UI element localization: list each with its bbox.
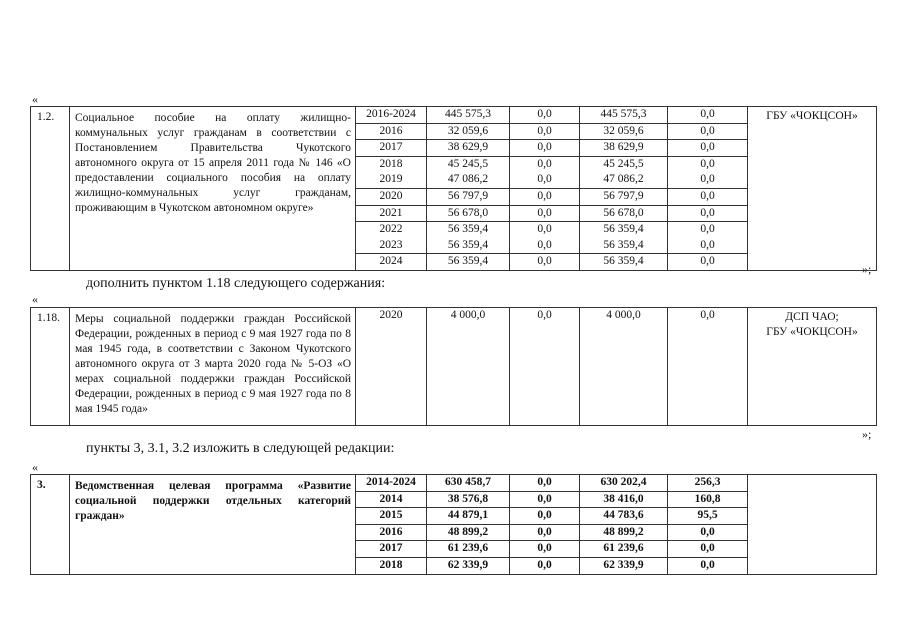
table-item-1-2 <box>30 106 877 271</box>
total-column <box>427 308 510 426</box>
value-cell: 445 575,3 <box>427 107 509 124</box>
local-column <box>668 475 748 575</box>
value-cell: 61 239,6 <box>427 541 509 558</box>
value-cell: 48 899,2 <box>580 525 667 542</box>
value-cell: 48 899,2 <box>427 525 509 542</box>
value-cell: 0,0 <box>668 206 747 223</box>
value-cell: 62 339,9 <box>447 558 489 571</box>
years-column <box>356 475 427 575</box>
value-cell: 32 059,6 <box>427 124 509 141</box>
year-cell: 2016 <box>356 124 426 141</box>
year-cell: 2014-2024 <box>356 475 426 492</box>
item-number: 1.2. <box>31 107 70 271</box>
local-column <box>668 107 748 271</box>
value-cell: 630 202,4 <box>580 475 667 492</box>
open-quote-2: « <box>32 292 38 306</box>
value-cell: 4 000,0 <box>450 309 486 321</box>
value-cell: 44 783,6 <box>580 508 667 525</box>
value-cell: 0,0 <box>668 541 747 558</box>
value-cell: 56 678,0 <box>427 206 509 223</box>
year-cell: 2020 <box>356 189 426 206</box>
total-column <box>427 107 510 271</box>
open-quote-3: « <box>32 460 38 474</box>
value-cell: 38 416,0 <box>580 492 667 509</box>
years-column <box>356 308 427 426</box>
value-cell: 38 629,9 <box>580 140 667 157</box>
years-column <box>356 107 427 271</box>
value-cell: 0,0 <box>537 558 552 571</box>
value-cell: 0,0 <box>510 475 579 492</box>
value-cell: 0,0 <box>510 172 579 189</box>
total-column <box>427 475 510 575</box>
value-cell: 0,0 <box>537 223 552 236</box>
close-quote-1: »; <box>862 262 872 276</box>
table-item-1-18 <box>30 307 877 426</box>
value-cell: 0,0 <box>700 223 715 236</box>
value-cell: 56 359,4 <box>447 255 489 268</box>
year-cell: 2019 <box>356 172 426 189</box>
executor: ГБУ «ЧОКЦСОН» <box>748 107 877 271</box>
value-cell: 0,0 <box>668 107 747 124</box>
value-cell: 32 059,6 <box>580 124 667 141</box>
executor-line: ДСП ЧАО; <box>785 311 839 323</box>
close-quote-2: »; <box>862 427 872 441</box>
value-cell: 56 359,4 <box>427 238 509 255</box>
value-cell: 0,0 <box>668 124 747 141</box>
year-cell: 2016 <box>356 525 426 542</box>
value-cell: 0,0 <box>537 157 552 170</box>
year-cell: 2017 <box>356 140 426 157</box>
value-cell: 0,0 <box>668 525 747 542</box>
value-cell: 47 086,2 <box>580 172 667 189</box>
value-cell: 56 359,4 <box>580 238 667 255</box>
year-cell: 2020 <box>379 309 403 321</box>
value-cell: 0,0 <box>510 140 579 157</box>
value-cell: 0,0 <box>700 157 715 170</box>
regional-column <box>580 475 668 575</box>
value-cell: 0,0 <box>510 238 579 255</box>
value-cell: 0,0 <box>537 255 552 268</box>
value-cell: 38 576,8 <box>427 492 509 509</box>
year-cell: 2022 <box>379 223 403 236</box>
year-cell: 2017 <box>356 541 426 558</box>
value-cell: 0,0 <box>510 124 579 141</box>
value-cell: 0,0 <box>700 558 715 571</box>
value-cell: 56 359,4 <box>603 223 644 236</box>
regional-column <box>580 308 668 426</box>
value-cell: 38 629,9 <box>427 140 509 157</box>
value-cell: 256,3 <box>668 475 747 492</box>
item-name: Социальное пособие на оплату жилищно-коммунальных услуг гражданам в соответствии с Постановлением Правительства Чукотского автономного округа от 15 апреля 2011 года № 146 «О предоставлении социального пособия на оплату жилищно-коммунальных услуг гражданам, проживающим в Чукотском автономном округе» <box>70 107 356 271</box>
value-cell: 44 879,1 <box>427 508 509 525</box>
value-cell: 0,0 <box>510 189 579 206</box>
open-quote-1: « <box>32 92 38 106</box>
value-cell: 61 239,6 <box>580 541 667 558</box>
value-cell: 0,0 <box>668 140 747 157</box>
value-cell: 0,0 <box>510 206 579 223</box>
value-cell: 62 339,9 <box>603 558 644 571</box>
value-cell: 56 678,0 <box>580 206 667 223</box>
value-cell: 0,0 <box>510 492 579 509</box>
executor-line: ГБУ «ЧОКЦСОН» <box>766 326 858 338</box>
item-number: 1.18. <box>31 308 70 426</box>
paragraph-add-item: дополнить пунктом 1.18 следующего содержания: <box>86 276 386 291</box>
value-cell: 630 458,7 <box>427 475 509 492</box>
value-cell: 0,0 <box>668 189 747 206</box>
paragraph-edit-items: пункты 3, 3.1, 3.2 изложить в следующей редакции: <box>86 441 395 456</box>
table-item-3 <box>30 474 877 575</box>
value-cell: 0,0 <box>510 541 579 558</box>
year-cell: 2015 <box>356 508 426 525</box>
local-column <box>668 308 748 426</box>
year-cell: 2024 <box>379 255 403 268</box>
value-cell: 45 245,5 <box>447 157 489 170</box>
value-cell: 160,8 <box>668 492 747 509</box>
value-cell: 0,0 <box>510 107 579 124</box>
year-cell: 2016-2024 <box>356 107 426 124</box>
value-cell: 0,0 <box>668 238 747 255</box>
federal-column <box>510 308 580 426</box>
value-cell: 0,0 <box>510 508 579 525</box>
value-cell: 0,0 <box>700 309 715 321</box>
value-cell: 56 359,4 <box>447 223 489 236</box>
value-cell: 56 359,4 <box>603 255 644 268</box>
federal-column <box>510 475 580 575</box>
value-cell: 0,0 <box>510 525 579 542</box>
value-cell: 47 086,2 <box>427 172 509 189</box>
value-cell: 56 797,9 <box>580 189 667 206</box>
executor <box>748 475 877 575</box>
value-cell: 45 245,5 <box>603 157 644 170</box>
value-cell: 4 000,0 <box>606 309 641 321</box>
value-cell: 56 797,9 <box>427 189 509 206</box>
item-name: Ведомственная целевая программа «Развитие социальной поддержки отдельных категорий граждан» <box>70 475 356 575</box>
value-cell: 0,0 <box>668 172 747 189</box>
year-cell: 2018 <box>379 558 403 571</box>
federal-column <box>510 107 580 271</box>
value-cell: 0,0 <box>537 309 552 321</box>
year-cell: 2021 <box>356 206 426 223</box>
regional-column <box>580 107 668 271</box>
year-cell: 2018 <box>379 157 403 170</box>
year-cell: 2014 <box>356 492 426 509</box>
executor <box>748 308 877 426</box>
year-cell: 2023 <box>356 238 426 255</box>
value-cell: 445 575,3 <box>580 107 667 124</box>
item-number: 3. <box>31 475 70 575</box>
value-cell: 0,0 <box>700 255 715 268</box>
item-name: Меры социальной поддержки граждан Российской Федерации, рожденных в период с 9 мая 1927 года по 8 мая 1945 года, в соответствии с Законом Чукотского автономного округа от 3 марта 2020 года № 5-ОЗ «О мерах социальной поддержки граждан Российской Федерации, рожденных в период с 9 мая 1927 года по 8 мая 1945 года» <box>70 308 356 426</box>
value-cell: 95,5 <box>668 508 747 525</box>
